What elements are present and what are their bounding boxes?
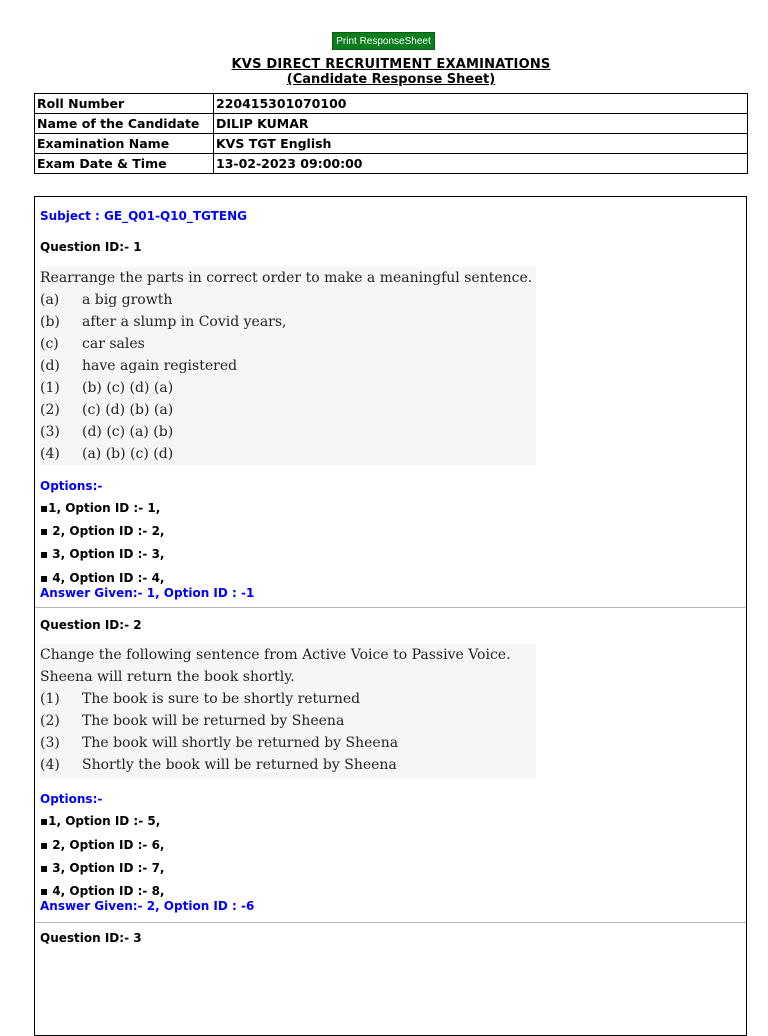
option-item: ▪ 4, Option ID :- 8, <box>40 884 165 898</box>
answer-given-2: Answer Given:- 2, Option ID : -6 <box>40 899 255 913</box>
question-divider <box>35 922 746 923</box>
options-heading-1: Options:- <box>40 479 103 493</box>
option-item: ▪1, Option ID :- 5, <box>40 814 161 828</box>
answer-given-1: Answer Given:- 1, Option ID : -1 <box>40 586 255 600</box>
question-1-line: (3) (d) (c) (a) (b) <box>40 424 174 440</box>
question-1-line: Rearrange the parts in correct order to make a meaningful sentence. <box>40 270 533 286</box>
question-divider <box>35 607 746 608</box>
option-item: ▪ 2, Option ID :- 6, <box>40 838 165 852</box>
page-subtitle: (Candidate Response Sheet) <box>286 72 496 87</box>
exam-datetime-label: Exam Date & Time <box>35 154 214 174</box>
question-2-line: (3) The book will shortly be returned by Sheena <box>40 735 399 751</box>
print-response-sheet-button[interactable]: Print ResponseSheet <box>332 32 435 50</box>
option-item: ▪ 3, Option ID :- 3, <box>40 547 165 561</box>
exam-datetime-value: 13-02-2023 09:00:00 <box>214 154 748 174</box>
response-panel <box>34 196 747 1036</box>
subject-heading: Subject : GE_Q01-Q10_TGTENG <box>40 209 247 223</box>
exam-name-label: Examination Name <box>35 134 214 154</box>
question-1-line: (d) have again registered <box>40 358 238 374</box>
question-1-line: (2) (c) (d) (b) (a) <box>40 402 174 418</box>
roll-number-label: Roll Number <box>35 94 214 114</box>
page-title: KVS DIRECT RECRUITMENT EXAMINATIONS <box>231 57 551 72</box>
question-1-line: (1) (b) (c) (d) (a) <box>40 380 174 396</box>
exam-name-value: KVS TGT English <box>214 134 748 154</box>
question-2-line: (2) The book will be returned by Sheena <box>40 713 345 729</box>
question-1-line: (b) after a slump in Covid years, <box>40 314 287 330</box>
table-row <box>35 154 748 174</box>
question-2-line: Change the following sentence from Active Voice to Passive Voice. <box>40 647 511 663</box>
table-row <box>35 134 748 154</box>
question-id-3: Question ID:- 3 <box>40 931 142 945</box>
question-2-line: (1) The book is sure to be shortly returned <box>40 691 361 707</box>
option-item: ▪1, Option ID :- 1, <box>40 501 161 515</box>
question-1-line: (4) (a) (b) (c) (d) <box>40 446 174 462</box>
candidate-info-table <box>34 93 748 174</box>
question-1-line: (a) a big growth <box>40 292 173 308</box>
table-row <box>35 94 748 114</box>
option-item: ▪ 3, Option ID :- 7, <box>40 861 165 875</box>
question-1-line: (c) car sales <box>40 336 145 352</box>
options-heading-2: Options:- <box>40 792 103 806</box>
table-row <box>35 114 748 134</box>
question-2-image <box>40 644 536 778</box>
question-2-line: (4) Shortly the book will be returned by Sheena <box>40 757 397 773</box>
option-item: ▪ 4, Option ID :- 4, <box>40 571 165 585</box>
question-1-image <box>40 267 536 465</box>
candidate-name-label: Name of the Candidate <box>35 114 214 134</box>
question-id-2: Question ID:- 2 <box>40 618 142 632</box>
roll-number-value: 220415301070100 <box>214 94 748 114</box>
option-item: ▪ 2, Option ID :- 2, <box>40 524 165 538</box>
question-id-1: Question ID:- 1 <box>40 240 142 254</box>
question-2-line: Sheena will return the book shortly. <box>40 669 295 685</box>
candidate-name-value: DILIP KUMAR <box>214 114 748 134</box>
